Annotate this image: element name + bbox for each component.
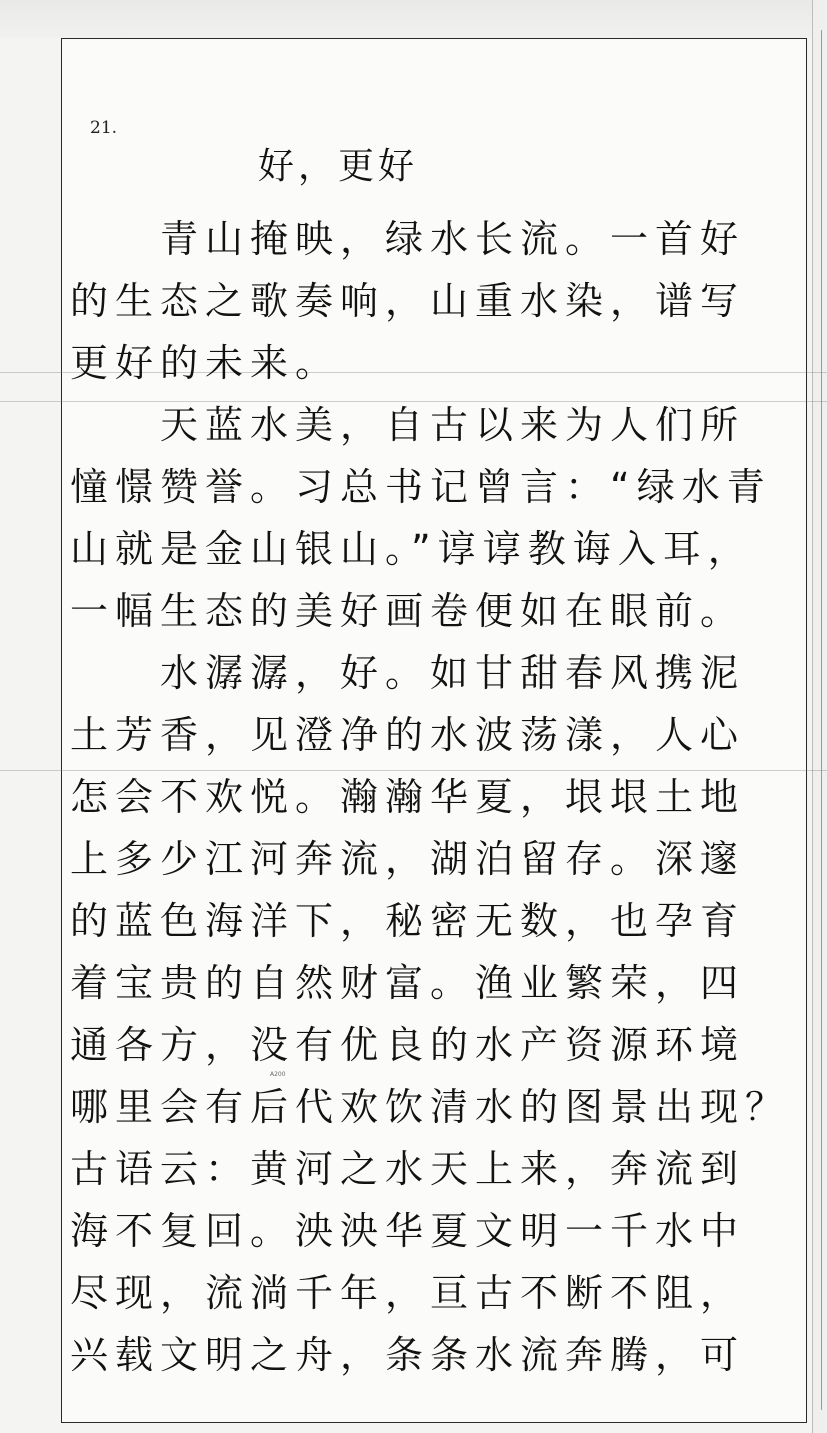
essay-body (70, 208, 800, 1386)
essay-line: 青山掩映，绿水长流。一首好 (70, 217, 746, 261)
essay-line: 憧憬赞誉。习总书记曾言：“绿水青 (70, 465, 772, 509)
essay-line: 的蓝色海洋下，秘密无数，也孕育 (70, 899, 746, 943)
essay-line: 着宝贵的自然财富。渔业繁荣，四 (70, 961, 746, 1005)
essay-line: 更好的未来。 (70, 341, 341, 385)
essay-line: 兴载文明之舟，条条水流奔腾，可 (70, 1333, 746, 1377)
essay-line: 的生态之歌奏响，山重水染，谱写 (70, 279, 746, 323)
essay-line: 一幅生态的美好画卷便如在眼前。 (70, 589, 746, 633)
scan-stamp-code: A200 (270, 1071, 286, 1078)
essay-line: 上多少江河奔流，湖泊留存。深邃 (70, 837, 746, 881)
top-margin-strip (0, 0, 827, 38)
essay-line: 通各方，没有优良的水产资源环境 (70, 1023, 746, 1067)
question-number: 21. (90, 118, 118, 138)
essay-line: 哪里会有后代欢饮清水的图景出现？ (70, 1085, 791, 1129)
essay-line: 天蓝水美，自古以来为人们所 (70, 403, 746, 447)
essay-line: 怎会不欢悦。瀚瀚华夏，垠垠土地 (70, 775, 746, 819)
right-margin-strip (812, 0, 827, 1433)
essay-line: 土芳香，见澄净的水波荡漾，人心 (70, 713, 746, 757)
essay-line: 海不复回。泱泱华夏文明一千水中 (70, 1209, 746, 1253)
essay-line: 古语云：黄河之水天上来，奔流到 (70, 1147, 746, 1191)
essay-title: 好，更好 (258, 146, 419, 187)
essay-line: 山就是金山银山。”谆谆教诲入耳， (70, 527, 753, 571)
essay-line: 尽现，流淌千年，亘古不断不阻， (70, 1271, 746, 1315)
essay-line: 水潺潺，好。如甘甜春风携泥 (70, 651, 746, 695)
